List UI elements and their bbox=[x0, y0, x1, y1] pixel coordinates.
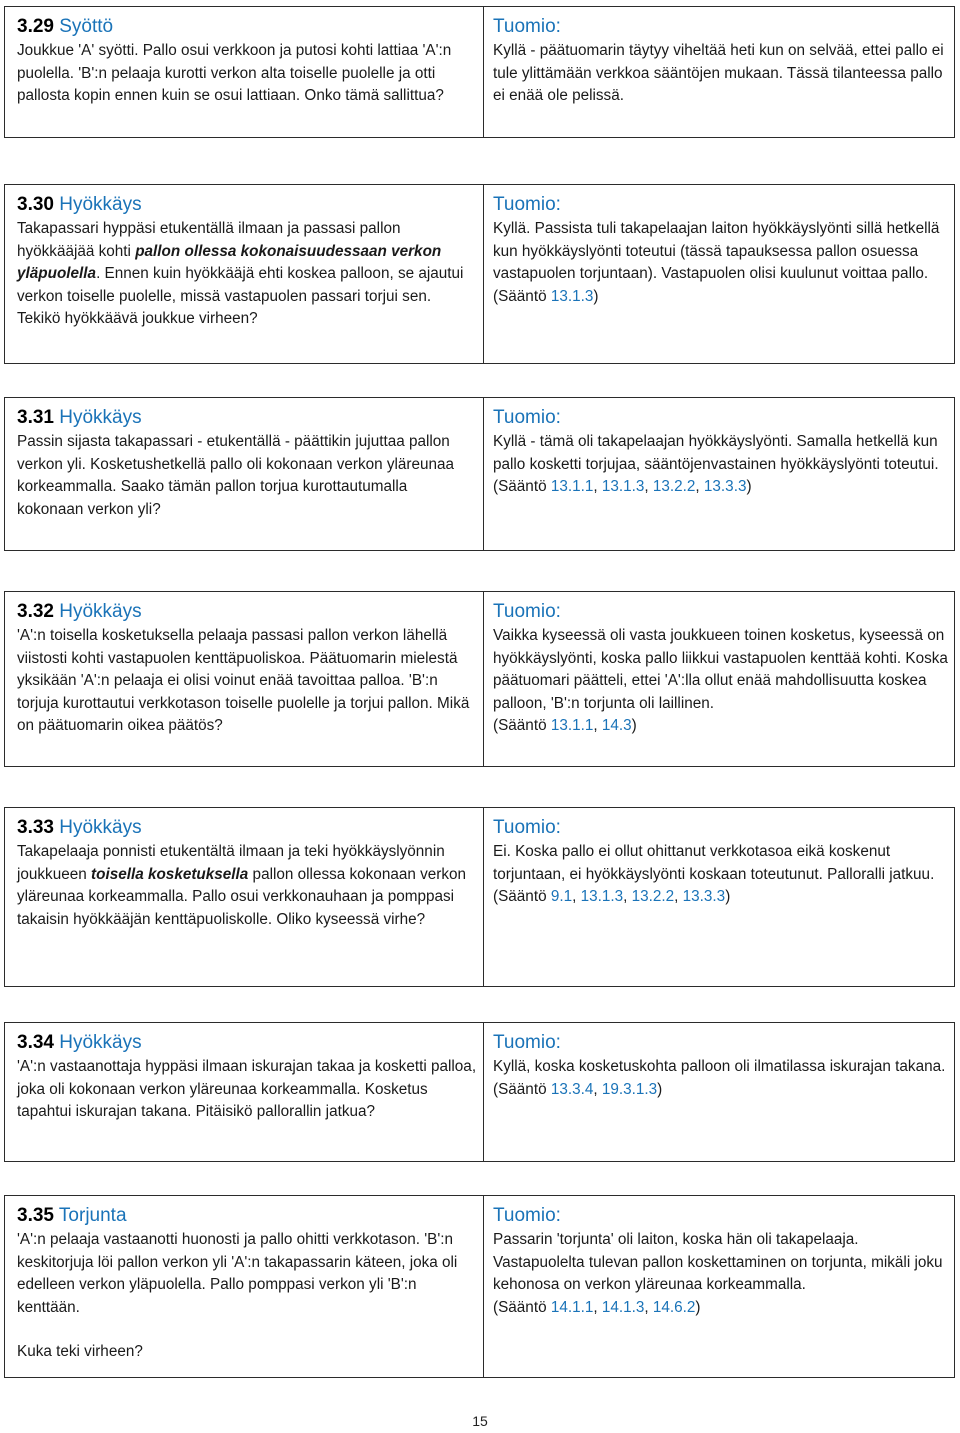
rule-link[interactable]: 9.1 bbox=[550, 888, 573, 906]
rule-link[interactable]: 13.1.1 bbox=[550, 478, 594, 496]
section-3-34 bbox=[4, 1022, 955, 1162]
question-text-part: Takapelaaja ponnisti etukentältä ilmaan ja teki hyökkäyslyönnin joukkueen bbox=[17, 843, 445, 883]
question-text-part: pallon ollessa kokonaan verkon yläreunaa korkeammalla. Pallo osui verkkonauhaan ja pomppasi takaisin hyökkääjän kenttäpuoliskolle. Oliko kyseessä virhe? bbox=[17, 865, 467, 928]
section-title bbox=[17, 816, 477, 840]
section-topic: Syöttö bbox=[53, 16, 114, 37]
section-number: 3.33 bbox=[17, 817, 54, 838]
section-title bbox=[17, 15, 477, 39]
rule-link[interactable]: 13.3.4 bbox=[550, 1080, 594, 1098]
question-text: Kuka teki virheen? bbox=[17, 1343, 143, 1361]
rule-link[interactable]: 13.1.1 bbox=[550, 717, 594, 735]
section-title bbox=[17, 193, 477, 217]
column-divider bbox=[483, 185, 484, 363]
answer-text: Vaikka kyseessä oli vasta joukkueen toinen kosketus, kyseessä on hyökkäyslyönti, koska pallo liikkui vastapuolen kenttää kohti. Koska päätuomari päätteli, ettei 'A':lla ollut enää mahdollisuutta koskea palloon, 'B':n torjunta oli laillinen. bbox=[493, 627, 948, 712]
section-number: 3.30 bbox=[17, 194, 54, 215]
section-title bbox=[17, 1031, 477, 1055]
rule-prefix: (Sääntö bbox=[493, 478, 551, 496]
section-topic: Torjunta bbox=[53, 1205, 127, 1226]
column-divider bbox=[483, 1196, 484, 1377]
section-topic: Hyökkäys bbox=[53, 194, 142, 215]
answer-text: Kyllä - päätuomarin täytyy viheltää heti kun on selvää, ettei pallo ei tule ylittämään verkkoa sääntöjen mukaan. Tässä tilanteessa pallo ei enää ole pelissä. bbox=[493, 42, 944, 105]
judgment-label: Tuomio: bbox=[493, 601, 561, 622]
rule-link[interactable]: 13.3.3 bbox=[682, 888, 726, 906]
rule-link[interactable]: 14.1.3 bbox=[601, 1298, 645, 1316]
section-topic: Hyökkäys bbox=[53, 1032, 142, 1053]
answer-column bbox=[493, 1204, 948, 1319]
question-text: 'A':n vastaanottaja hyppäsi ilmaan iskurajan takaa ja kosketti palloa, joka oli kokonaan verkon yläreunaa korkeammalla. Kosketus tapahtui iskurajan takana. Pitäisikö pallorallin jatkua? bbox=[17, 1058, 477, 1121]
section-number: 3.32 bbox=[17, 601, 54, 622]
column-divider bbox=[483, 808, 484, 986]
section-title bbox=[17, 406, 477, 430]
question-text-part: . Ennen kuin hyökkääjä ehti koskea palloon, se ajautui verkon toiselle puolelle, missä vastapuolen passari torjui sen. Tekikö hyökkäävä joukkue virheen? bbox=[17, 265, 464, 328]
rule-reference: (Sääntö 9.1, 13.1.3, 13.2.2, 13.3.3) bbox=[493, 888, 731, 906]
rule-reference: (Sääntö 14.1.1, 14.1.3, 14.6.2) bbox=[493, 1298, 701, 1316]
rule-link[interactable]: 19.3.1.3 bbox=[601, 1080, 658, 1098]
judgment-label: Tuomio: bbox=[493, 1205, 561, 1226]
rule-prefix: (Sääntö bbox=[493, 1080, 551, 1098]
section-3-31 bbox=[4, 397, 955, 551]
question-text: Joukkue 'A' syötti. Pallo osui verkkoon ja putosi kohti lattiaa 'A':n puolella. 'B':n pelaaja kurotti verkon alta toiselle puolelle ja otti pallosta kopin ennen kuin se osui lattiaan. Onko tämä sallittua? bbox=[17, 42, 452, 105]
question-emphasis: toisella kosketuksella bbox=[91, 865, 249, 883]
question-text bbox=[17, 841, 477, 931]
section-3-32 bbox=[4, 591, 955, 767]
rule-link[interactable]: 13.1.3 bbox=[550, 287, 594, 305]
rule-prefix: (Sääntö bbox=[493, 888, 551, 906]
section-topic: Hyökkäys bbox=[53, 817, 142, 838]
question-column bbox=[17, 1031, 477, 1124]
answer-text: Passarin 'torjunta' oli laiton, koska hän oli takapelaaja. Vastapuolelta tulevan pallon koskettaminen on torjunta, mikäli joku kehonosa on verkon yläreunaa korkeammalla. bbox=[493, 1231, 943, 1294]
question-text: 'A':n toisella kosketuksella pelaaja passasi pallon verkon lähellä viistosti kohti vastapuolen kenttäpuoliskoa. Päätuomarin mielestä yksikään 'A':n pelaaja ei olisi voinut enää tavoittaa palloa. 'B':n torjuja kurottautui verkkotason toiselle puolelle ja torjui pallon. Mikä on päätuomarin oikea päätös? bbox=[17, 627, 470, 735]
rule-suffix: ) bbox=[593, 287, 599, 305]
rule-link[interactable]: 13.2.2 bbox=[631, 888, 675, 906]
judgment-label: Tuomio: bbox=[493, 16, 561, 37]
question-emphasis: pallon ollessa kokonaisuudessaan verkon yläpuolella bbox=[17, 242, 442, 283]
section-3-29 bbox=[4, 6, 955, 138]
rule-suffix: ) bbox=[631, 717, 637, 735]
answer-text: Ei. Koska pallo ei ollut ohittanut verkkotasoa eikä koskenut torjuntaan, ei hyökkäyslyönti koskaan toteutunut. Palloralli jatkuu. bbox=[493, 843, 935, 883]
question-text: 'A':n pelaaja vastaanotti huonosti ja pallo ohitti verkkotason. 'B':n keskitorjuja löi pallon verkon yli 'A':n takapassarin käteen, joka oli edelleen verkon yläpuolella. Pallo pomppasi verkon yli 'B':n kenttään. bbox=[17, 1231, 458, 1316]
answer-text: Kyllä. Passista tuli takapelaajan laiton hyökkäyslyönti sillä hetkellä kun hyökkäyslyönti toteutui (tässä tapauksessa pallon osuessa vastapuolen torjuntaan). Vastapuolen olisi kuulunut voittaa pallo. bbox=[493, 220, 940, 283]
page-number: 15 bbox=[472, 1413, 488, 1429]
rule-link[interactable]: 14.3 bbox=[601, 717, 632, 735]
rule-link[interactable]: 14.1.1 bbox=[550, 1298, 594, 1316]
rule-link[interactable]: 13.1.3 bbox=[580, 888, 624, 906]
section-3-35 bbox=[4, 1195, 955, 1378]
column-divider bbox=[483, 7, 484, 137]
section-topic: Hyökkäys bbox=[53, 601, 142, 622]
answer-column bbox=[493, 406, 948, 499]
judgment-label: Tuomio: bbox=[493, 1032, 561, 1053]
section-title bbox=[17, 1204, 477, 1228]
rule-prefix: (Sääntö bbox=[493, 1298, 551, 1316]
section-number: 3.31 bbox=[17, 407, 54, 428]
question-column bbox=[17, 15, 477, 108]
question-column bbox=[17, 406, 477, 521]
answer-column bbox=[493, 15, 948, 108]
section-number: 3.34 bbox=[17, 1032, 54, 1053]
answer-text: Kyllä - tämä oli takapelaajan hyökkäyslyönti. Samalla hetkellä kun pallo kosketti torjujaa, sääntöjenvastainen hyökkäyslyönti toteutui. bbox=[493, 433, 939, 473]
rule-link[interactable]: 13.1.3 bbox=[601, 478, 645, 496]
rule-link[interactable]: 13.3.3 bbox=[703, 478, 747, 496]
section-3-30 bbox=[4, 184, 955, 364]
section-topic: Hyökkäys bbox=[53, 407, 142, 428]
answer-column bbox=[493, 193, 948, 308]
column-divider bbox=[483, 1023, 484, 1161]
section-number: 3.35 bbox=[17, 1205, 54, 1226]
paragraph-gap bbox=[17, 1319, 477, 1341]
answer-column bbox=[493, 600, 948, 738]
question-text-part: Takapassari hyppäsi etukentällä ilmaan ja passasi pallon hyökkääjää kohti bbox=[17, 220, 401, 260]
rule-link[interactable]: 13.2.2 bbox=[652, 478, 696, 496]
rule-reference: (Sääntö 13.1.1, 14.3) bbox=[493, 717, 637, 735]
question-column bbox=[17, 816, 477, 931]
judgment-label: Tuomio: bbox=[493, 407, 561, 428]
judgment-label: Tuomio: bbox=[493, 194, 561, 215]
rule-reference: (Sääntö 13.3.4, 19.3.1.3) bbox=[493, 1080, 663, 1098]
rule-reference bbox=[493, 286, 948, 309]
section-number: 3.29 bbox=[17, 16, 54, 37]
question-column bbox=[17, 193, 477, 331]
rule-suffix: ) bbox=[695, 1298, 701, 1316]
rule-prefix: (Sääntö bbox=[493, 717, 551, 735]
answer-column bbox=[493, 1031, 948, 1101]
rule-suffix: ) bbox=[657, 1080, 663, 1098]
rule-reference: (Sääntö 13.1.1, 13.1.3, 13.2.2, 13.3.3) bbox=[493, 478, 752, 496]
section-3-33 bbox=[4, 807, 955, 987]
question-text: Passin sijasta takapassari - etukentällä - päättikin jujuttaa pallon verkon yli. Kosketushetkellä pallo oli kokonaan verkon yläreunaa korkeammalla. Saako tämän pallon torjua kurottautumalla kokonaan verkon yli? bbox=[17, 433, 455, 518]
answer-text: Kyllä, koska kosketuskohta palloon oli ilmatilassa iskurajan takana. bbox=[493, 1058, 946, 1075]
column-divider bbox=[483, 592, 484, 766]
rule-suffix: ) bbox=[725, 888, 731, 906]
question-text bbox=[17, 218, 477, 331]
answer-column bbox=[493, 816, 948, 909]
question-column bbox=[17, 600, 477, 738]
rule-link[interactable]: 14.6.2 bbox=[652, 1298, 696, 1316]
rule-prefix: (Sääntö bbox=[493, 287, 551, 305]
question-column bbox=[17, 1204, 477, 1364]
rule-suffix: ) bbox=[746, 478, 752, 496]
judgment-label: Tuomio: bbox=[493, 817, 561, 838]
section-title bbox=[17, 600, 477, 624]
column-divider bbox=[483, 398, 484, 550]
